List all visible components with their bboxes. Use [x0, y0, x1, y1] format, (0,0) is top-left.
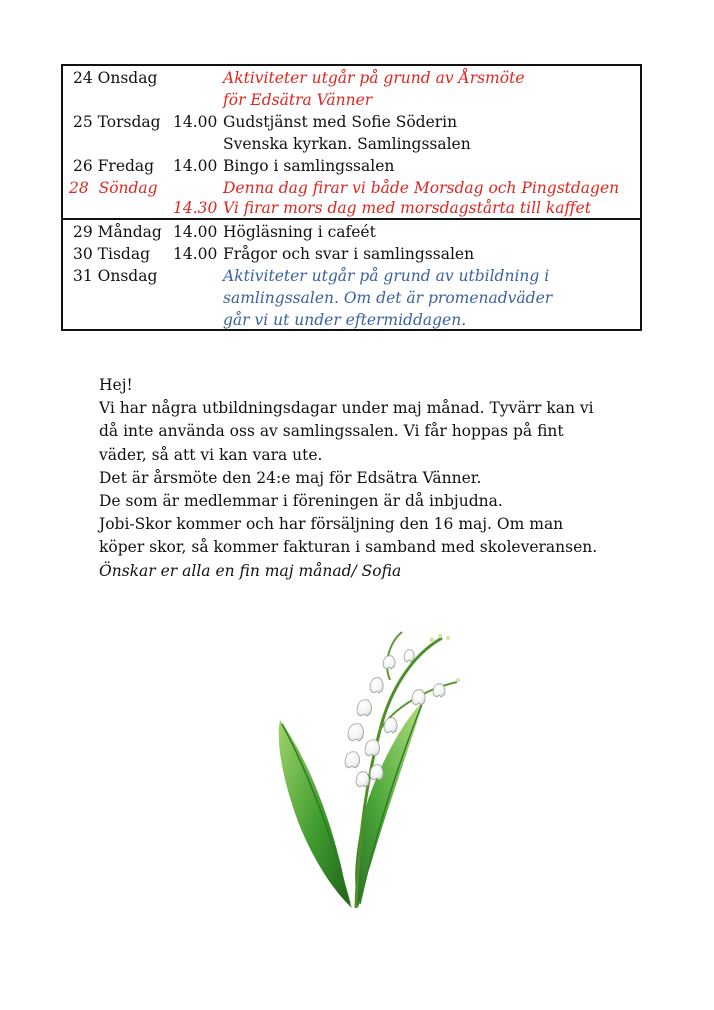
row-time: 14.30	[173, 199, 218, 217]
lily-of-the-valley-icon	[272, 620, 472, 910]
row-day: 25 Torsdag	[73, 113, 161, 131]
letter-line: köper skor, så kommer fakturan i samband med skoleveransen.	[99, 538, 598, 557]
row-text: Aktiviteter utgår på grund av utbildning i	[223, 267, 550, 285]
table-divider	[63, 218, 640, 220]
letter-line: då inte använda oss av samlingssalen. Vi får hoppas på fint	[99, 422, 564, 441]
row-time: 14.00	[173, 245, 218, 263]
row-text: Frågor och svar i samlingssalen	[223, 245, 475, 263]
row-day: 24 Onsdag	[73, 69, 158, 87]
row-text-cont: samlingssalen. Om det är promenadväder	[223, 289, 553, 307]
row-time: 14.00	[173, 223, 218, 241]
letter-line: De som är medlemmar i föreningen är då inbjudna.	[99, 492, 503, 511]
row-text: Bingo i samlingssalen	[223, 157, 395, 175]
row-time: 14.00	[173, 157, 218, 175]
row-text-cont: går vi ut under eftermiddagen.	[223, 311, 467, 329]
row-text-cont: Svenska kyrkan. Samlingssalen	[223, 135, 471, 153]
letter-line: Jobi-Skor kommer och har försäljning den 16 maj. Om man	[99, 515, 564, 534]
letter-line: Hej!	[99, 376, 133, 394]
row-text: Denna dag firar vi både Morsdag och Pingstdagen	[223, 179, 620, 197]
row-day: 30 Tisdag	[73, 245, 150, 263]
letter-line: väder, så att vi kan vara ute.	[99, 445, 323, 464]
row-text: Högläsning i cafeét	[223, 223, 376, 241]
letter-line: Vi har några utbildningsdagar under maj månad. Tyvärr kan vi	[99, 399, 594, 418]
row-text: Gudstjänst med Sofie Söderin	[223, 113, 458, 131]
letter-signoff: Önskar er alla en fin maj månad/ Sofia	[99, 561, 402, 580]
letter-body	[99, 374, 659, 583]
row-text: Vi firar mors dag med morsdagstårta till kaffet	[223, 199, 591, 217]
row-day: 29 Måndag	[73, 223, 162, 241]
schedule-table	[61, 64, 642, 331]
row-text: Aktiviteter utgår på grund av Årsmöte	[223, 69, 525, 87]
row-day: 31 Onsdag	[73, 267, 158, 285]
row-day: 28 Söndag	[69, 179, 158, 197]
row-text-cont: för Edsätra Vänner	[223, 91, 373, 109]
row-time: 14.00	[173, 113, 218, 131]
row-day: 26 Fredag	[73, 157, 155, 175]
letter-line: Det är årsmöte den 24:e maj för Edsätra Vänner.	[99, 468, 482, 487]
